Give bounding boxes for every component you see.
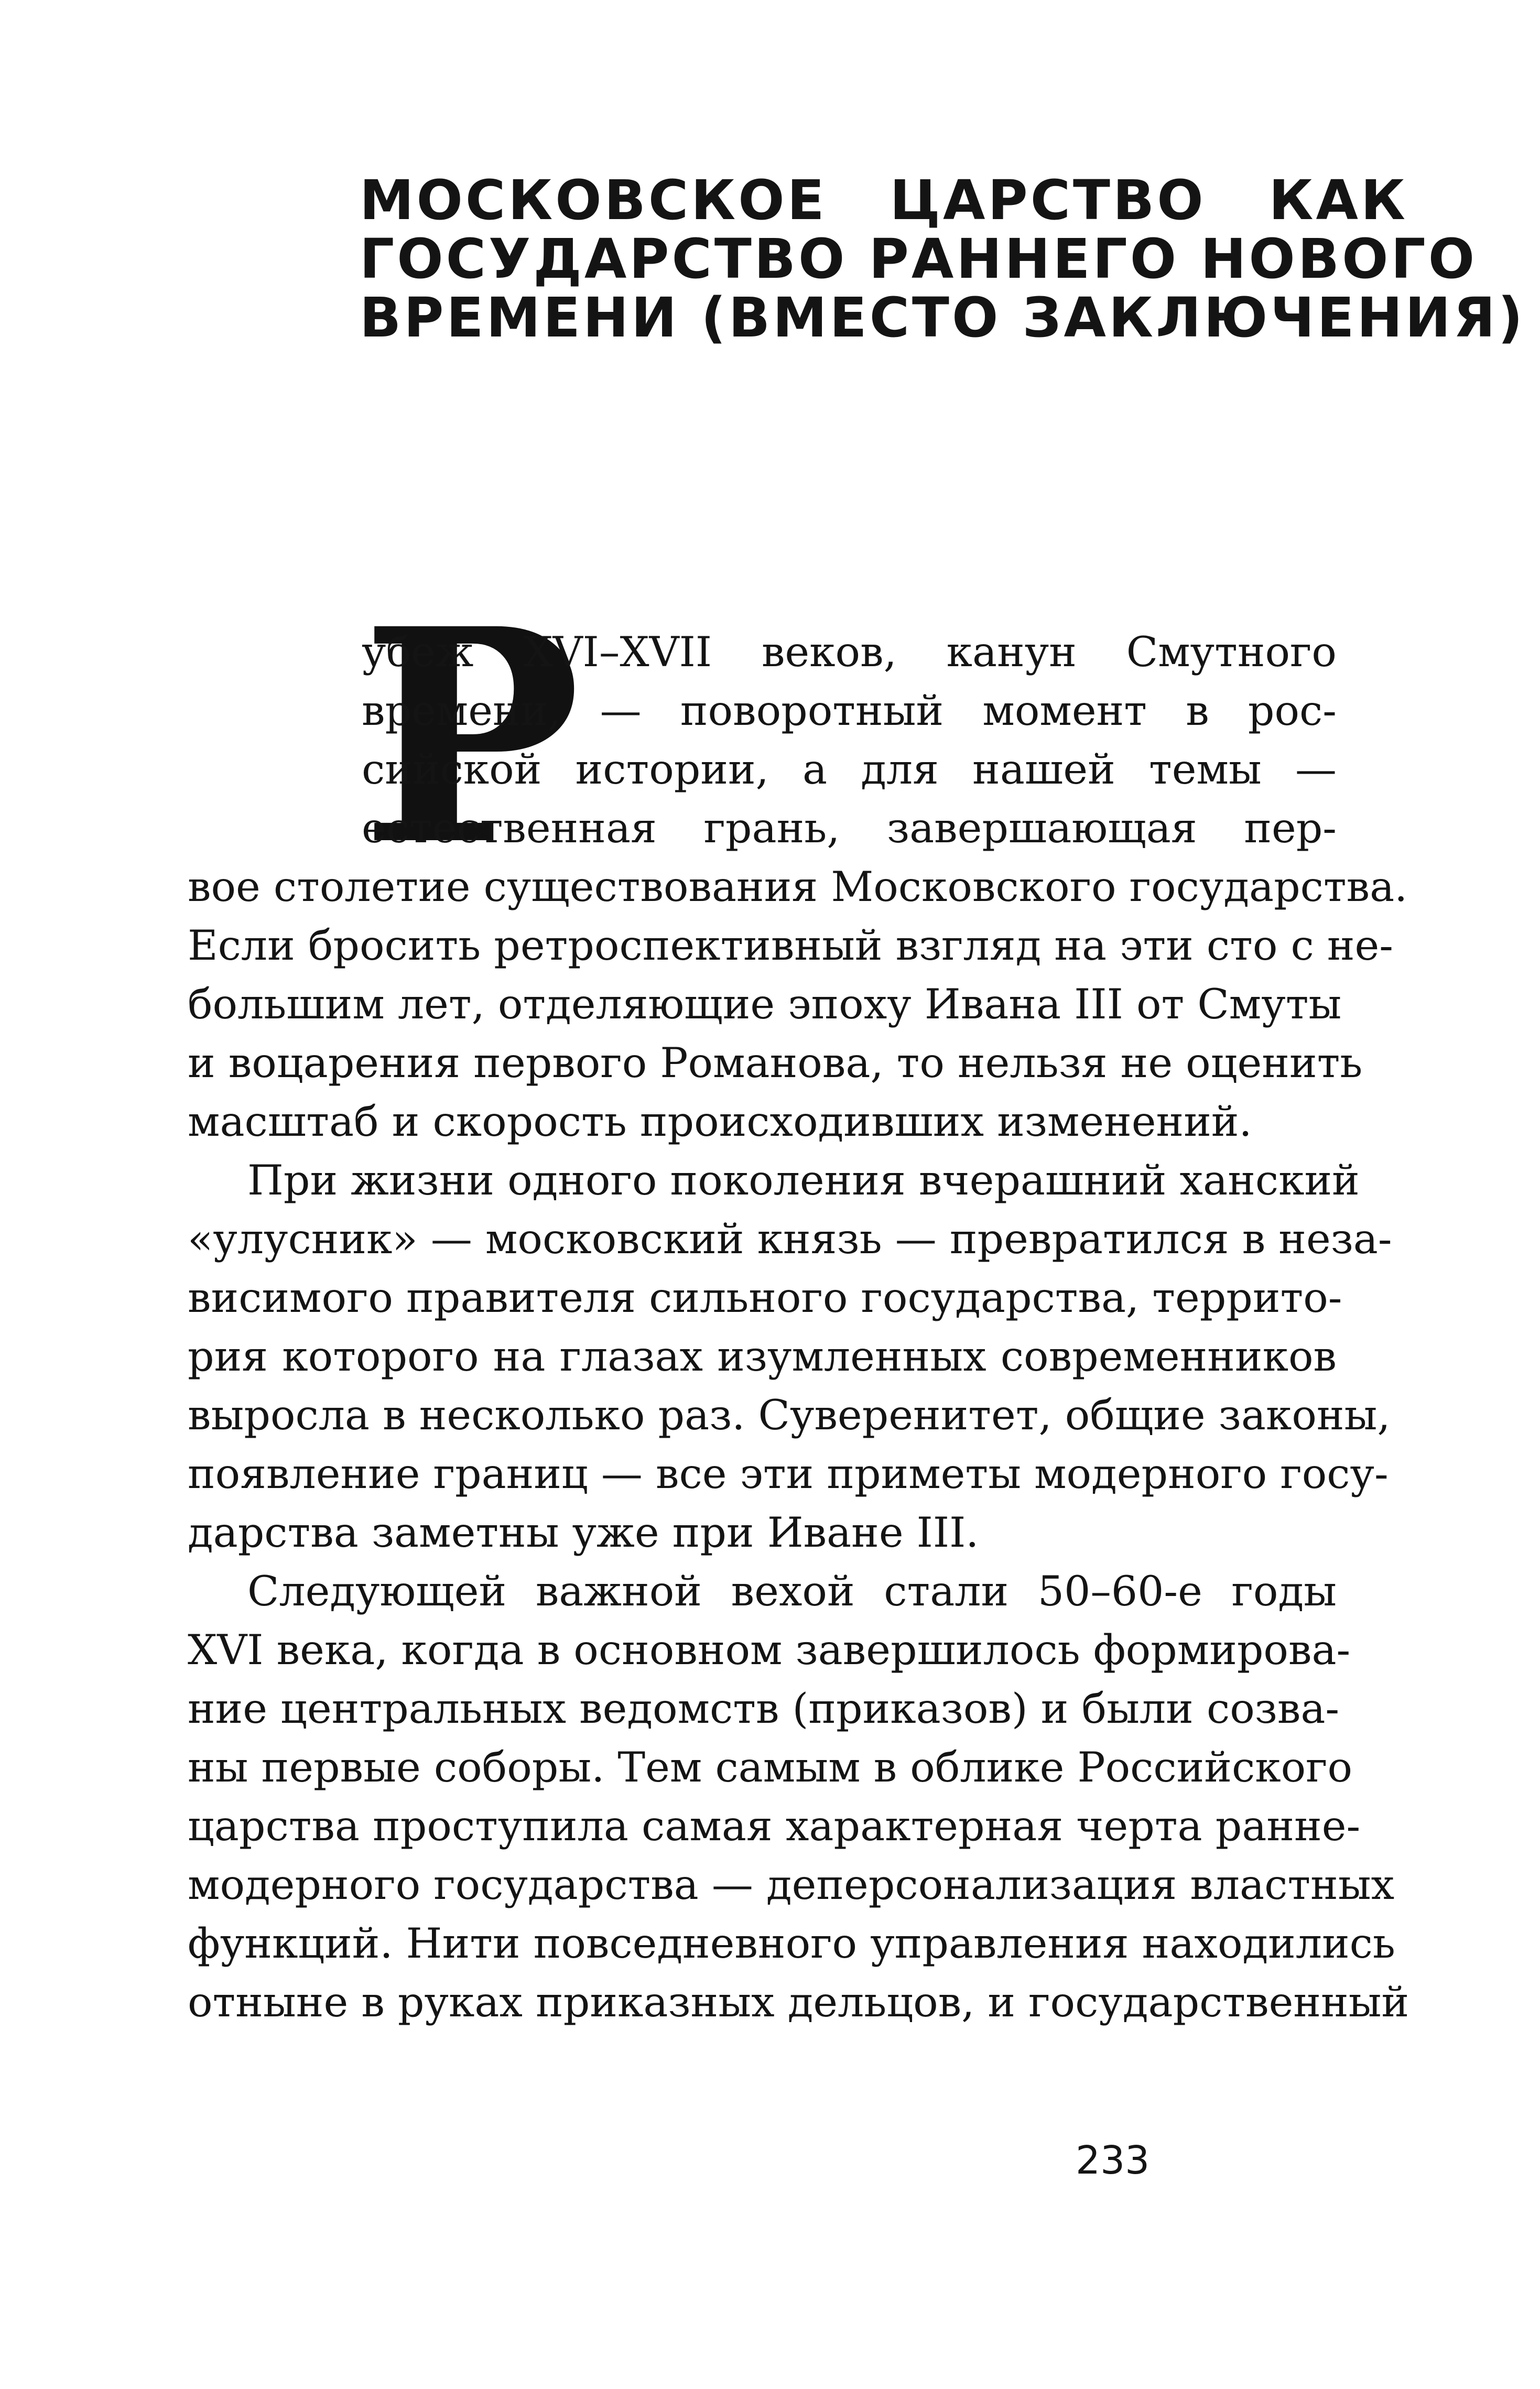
text-line: отныне в руках приказных дельцов, и государственный xyxy=(188,1978,1409,2026)
text-line: XVI века, когда в основном завершилось формирова- xyxy=(188,1626,1351,1674)
body-text xyxy=(188,623,1409,2032)
text-line: и воцарения первого Романова, то нельзя не оценить xyxy=(188,1039,1363,1087)
text-line: «улусник» — московский князь — превратился в неза- xyxy=(188,1215,1392,1263)
paragraph xyxy=(188,1151,1392,1562)
text-line: убеж XVI–XVII веков, канун Смутного xyxy=(362,628,1337,676)
text-line: появление границ — все эти приметы модерного госу- xyxy=(188,1450,1389,1498)
text-line: модерного государства — деперсонализация властных xyxy=(188,1861,1395,1909)
text-line: дарства заметны уже при Иване III. xyxy=(188,1508,979,1557)
chapter-title xyxy=(360,168,1526,350)
text-line: масштаб и скорость происходивших изменений. xyxy=(188,1098,1252,1146)
text-line: вое столетие существования Московского государства. xyxy=(188,863,1408,911)
drop-cap: Р xyxy=(361,565,582,910)
text-line: большим лет, отделяющие эпоху Ивана III от Смуты xyxy=(188,980,1342,1028)
chapter-title-line: МОСКОВСКОЕ ЦАРСТВО КАК xyxy=(360,168,1408,232)
text-line: висимого правителя сильного государства, террито- xyxy=(188,1274,1342,1322)
chapter-title-line: ВРЕМЕНИ (ВМЕСТО ЗАКЛЮЧЕНИЯ) xyxy=(360,286,1526,350)
text-line: ние центральных ведомств (приказов) и были созва- xyxy=(188,1685,1340,1733)
page-number: 233 xyxy=(1076,2138,1150,2183)
text-line: времени, — поворотный момент в рос- xyxy=(362,687,1337,735)
chapter-title-line: ГОСУДАРСТВО РАННЕГО НОВОГО xyxy=(360,227,1478,291)
text-line: рия которого на глазах изумленных современников xyxy=(188,1332,1337,1381)
text-line: При жизни одного поколения вчерашний ханский xyxy=(247,1156,1360,1204)
text-line: Следующей важной вехой стали 50–60-е годы xyxy=(247,1567,1337,1615)
text-line: выросла в несколько раз. Суверенитет, общие законы, xyxy=(188,1391,1391,1439)
text-line: естественная грань, завершающая пер- xyxy=(362,804,1337,852)
text-line: царства проступила самая характерная черта ранне- xyxy=(188,1802,1361,1850)
text-line: ны первые соборы. Тем самым в облике Российского xyxy=(188,1743,1353,1791)
paragraph xyxy=(188,1562,1409,2032)
paragraph xyxy=(188,623,1408,1151)
text-line: Если бросить ретроспективный взгляд на эти сто с не- xyxy=(188,921,1393,970)
text-line: сийской истории, а для нашей темы — xyxy=(362,745,1337,794)
text-line: функций. Нити повседневного управления находились xyxy=(188,1919,1395,1968)
